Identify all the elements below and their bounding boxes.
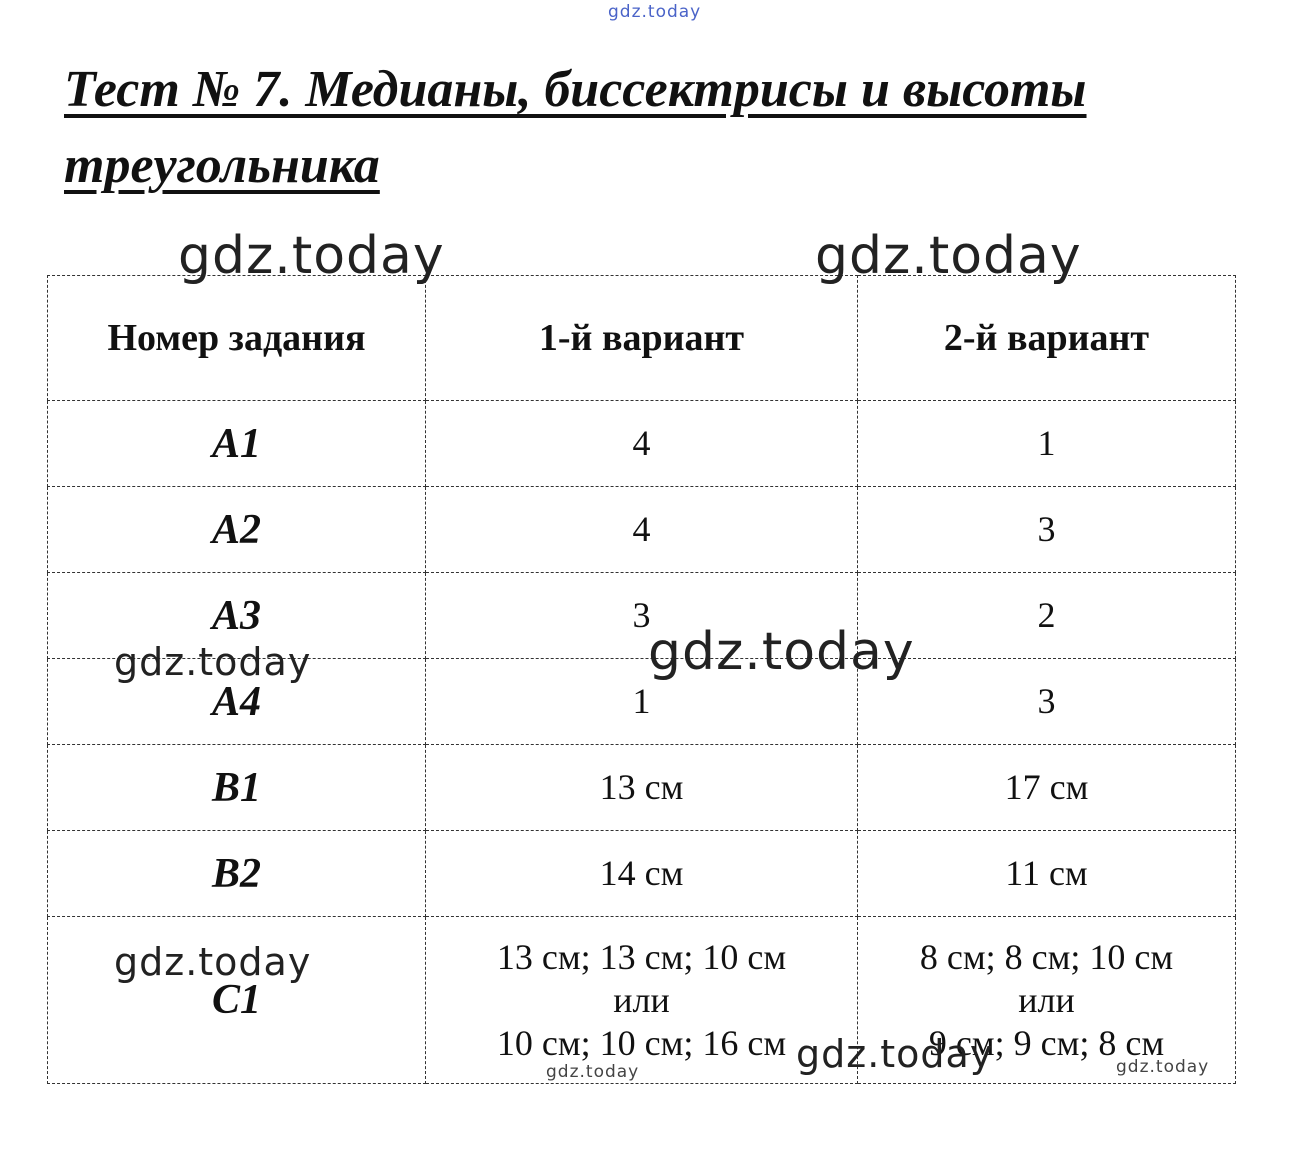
header-task-number: Номер задания bbox=[48, 276, 426, 401]
answer-line: или bbox=[613, 979, 670, 1020]
watermark: gdz.today bbox=[648, 622, 915, 682]
title-line-2: треугольника bbox=[64, 137, 380, 194]
variant-1-cell bbox=[426, 917, 858, 1084]
answer-line: 8 см; 8 см; 10 см bbox=[919, 936, 1174, 977]
watermark-top: gdz.today bbox=[608, 2, 702, 22]
table-row bbox=[48, 487, 1236, 573]
variant-1-cell: 1 bbox=[426, 659, 858, 745]
page-title bbox=[64, 52, 1224, 204]
task-cell: A3 bbox=[48, 573, 426, 659]
variant-2-cell: 3 bbox=[858, 487, 1236, 573]
title-line-1: Тест № 7. Медианы, биссектрисы и высоты bbox=[64, 61, 1087, 118]
table-row bbox=[48, 745, 1236, 831]
watermark: gdz.today bbox=[178, 226, 445, 286]
header-variant-1: 1-й вариант bbox=[426, 276, 858, 401]
variant-2-cell: 2 bbox=[858, 573, 1236, 659]
variant-2-cell: 11 см bbox=[858, 831, 1236, 917]
watermark: gdz.today bbox=[114, 640, 312, 684]
watermark-small: gdz.today bbox=[1116, 1057, 1210, 1077]
watermark: gdz.today bbox=[796, 1032, 994, 1076]
table-row bbox=[48, 831, 1236, 917]
watermark: gdz.today bbox=[815, 226, 1082, 286]
header-variant-2: 2-й вариант bbox=[858, 276, 1236, 401]
variant-1-cell: 14 см bbox=[426, 831, 858, 917]
watermark-small: gdz.today bbox=[546, 1062, 640, 1082]
variant-1-cell: 4 bbox=[426, 487, 858, 573]
variant-2-cell: 3 bbox=[858, 659, 1236, 745]
table-row bbox=[48, 401, 1236, 487]
task-cell: B2 bbox=[48, 831, 426, 917]
task-cell: C1 bbox=[48, 917, 426, 1084]
answer-line: 10 см; 10 см; 16 см bbox=[496, 1022, 787, 1063]
task-cell: A2 bbox=[48, 487, 426, 573]
answer-line: или bbox=[1018, 979, 1075, 1020]
task-cell: B1 bbox=[48, 745, 426, 831]
variant-2-cell: 1 bbox=[858, 401, 1236, 487]
watermark: gdz.today bbox=[114, 940, 312, 984]
variant-1-cell: 4 bbox=[426, 401, 858, 487]
task-cell: A4 bbox=[48, 659, 426, 745]
variant-1-cell: 13 см bbox=[426, 745, 858, 831]
answer-line: 9 см; 9 см; 8 см bbox=[928, 1022, 1165, 1063]
table-header-row bbox=[48, 276, 1236, 401]
variant-2-cell: 17 см bbox=[858, 745, 1236, 831]
answer-line: 13 см; 13 см; 10 см bbox=[496, 936, 787, 977]
variant-1-cell: 3 bbox=[426, 573, 858, 659]
task-cell: A1 bbox=[48, 401, 426, 487]
